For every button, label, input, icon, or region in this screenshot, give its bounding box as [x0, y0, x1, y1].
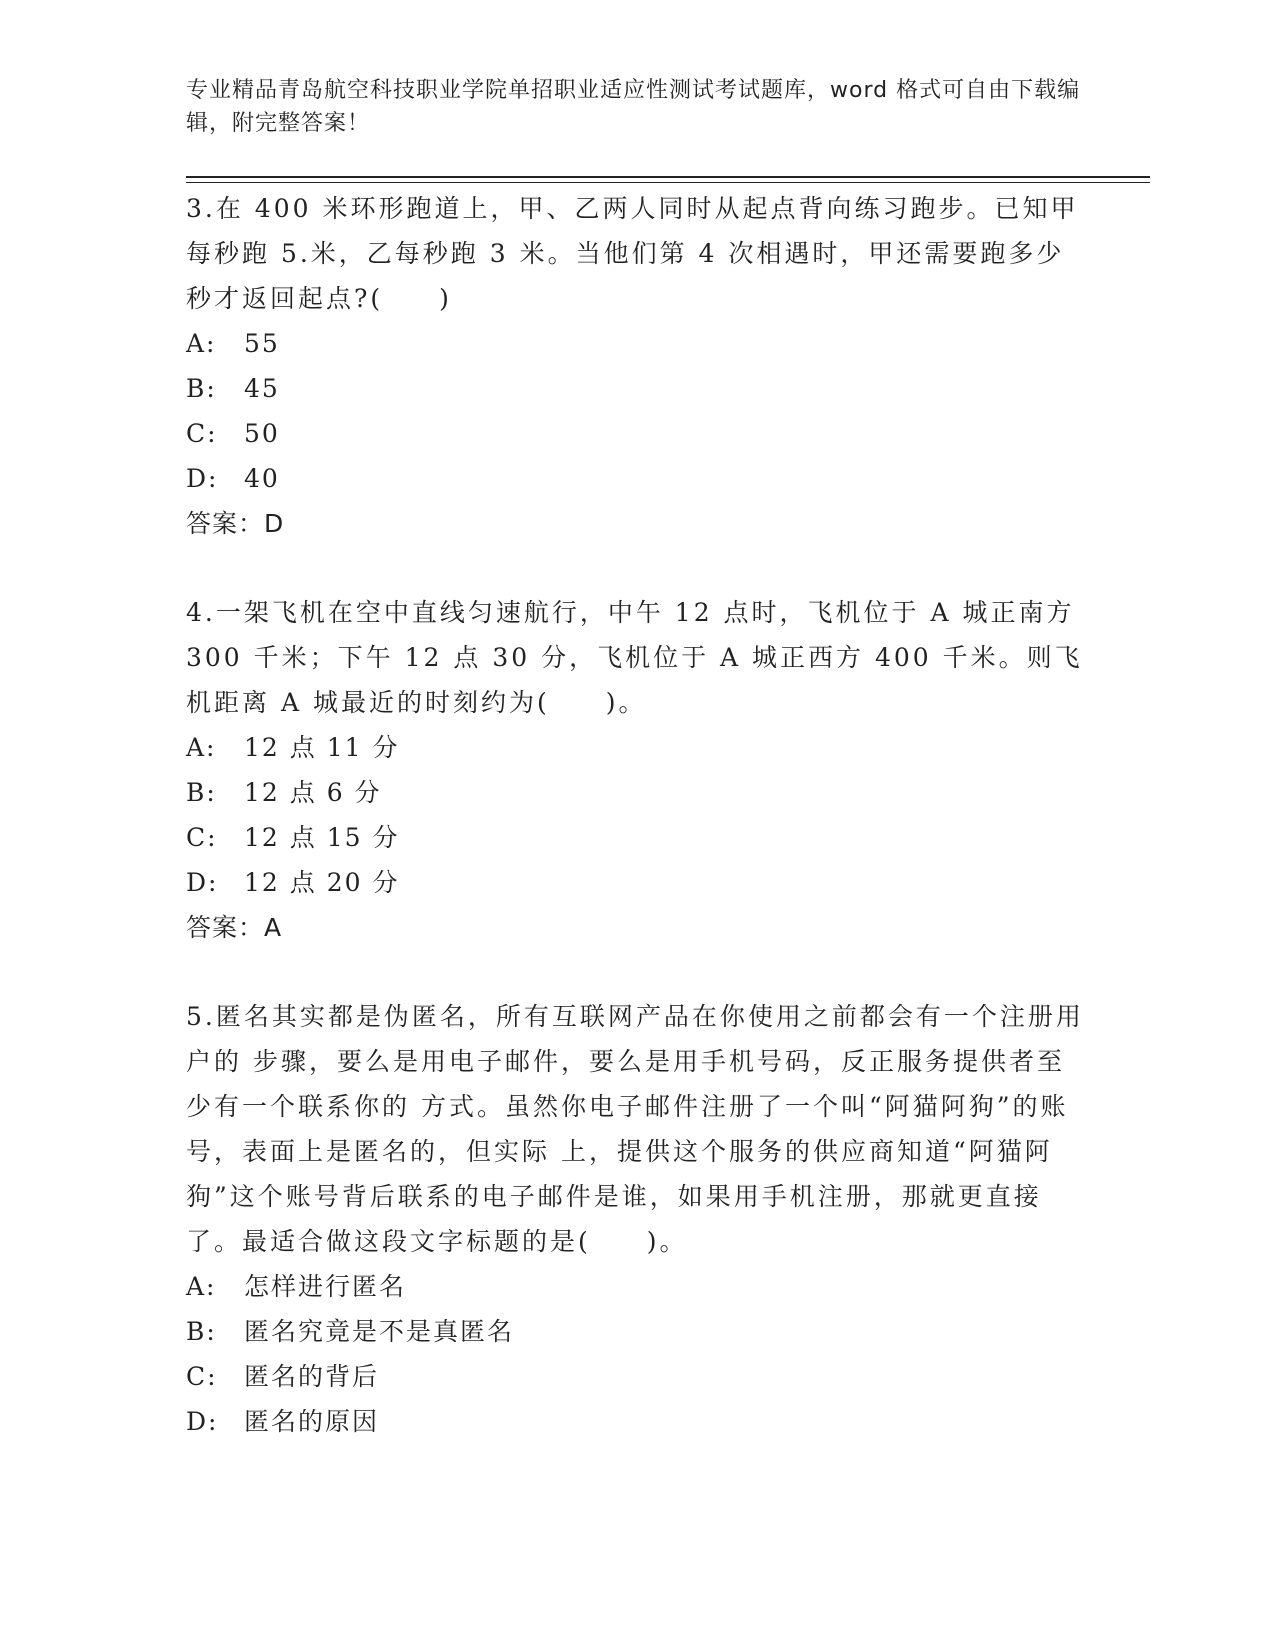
option-letter: D: [186, 464, 219, 493]
option-letter: A: [186, 329, 217, 358]
option-letter: B: [186, 374, 217, 403]
option-c [186, 1354, 1086, 1399]
option-text: 55 [244, 329, 280, 358]
answer-line: 答案：D [186, 509, 285, 538]
option-text: 12 点 20 分 [244, 868, 400, 897]
option-text: 12 点 6 分 [244, 778, 382, 807]
option-d [186, 1399, 1086, 1444]
option-a [186, 321, 1086, 366]
option-a [186, 725, 1086, 770]
option-text: 12 点 11 分 [244, 733, 400, 762]
option-text: 匿名的背后 [244, 1362, 380, 1391]
option-letter: B: [186, 778, 217, 807]
option-letter: C: [186, 419, 218, 448]
option-letter: D: [186, 868, 219, 897]
option-letter: A: [186, 1272, 217, 1301]
option-b [186, 1309, 1086, 1354]
option-text: 12 点 15 分 [244, 823, 400, 852]
question-5 [186, 994, 1086, 1444]
option-letter: A: [186, 733, 217, 762]
option-letter: D: [186, 1407, 219, 1436]
option-a [186, 1264, 1086, 1309]
option-letter: C: [186, 823, 218, 852]
question-stem: 4.一架飞机在空中直线匀速航行，中午 12 点时，飞机位于 A 城正南方 300 千米；下午 12 点 30 分，飞机位于 A 城正西方 400 千米。则飞机距离 A 城最近的时刻约为( )。 [186, 598, 1083, 717]
question-stem: 5.匿名其实都是伪匿名，所有互联网产品在你使用之前都会有一个注册用户的 步骤，要么是用电子邮件，要么是用手机号码，反正服务提供者至少有一个联系你的 方式。虽然你电子邮件注册了一个叫“阿猫阿狗”的账号，表面上是匿名的，但实际 上，提供这个服务的供应商知道“阿猫阿狗”这个账号背后联系的电子邮件是谁，如果用手机注册，那就更直接了。最适合做这段文字标题的是( )。 [186, 1002, 1084, 1256]
option-text: 匿名究竟是不是真匿名 [244, 1317, 515, 1346]
answer-line: 答案：A [186, 913, 283, 942]
header-intro-text: 专业精品青岛航空科技职业学院单招职业适应性测试考试题库，word 格式可自由下载编辑，附完整答案！ [186, 78, 1081, 136]
option-text: 40 [244, 464, 280, 493]
option-letter: B: [186, 1317, 217, 1346]
option-c [186, 411, 1086, 456]
document-header [186, 74, 1086, 140]
option-text: 怎样进行匿名 [244, 1272, 407, 1301]
option-b [186, 366, 1086, 411]
option-d [186, 860, 1086, 905]
option-d [186, 456, 1086, 501]
option-text: 45 [244, 374, 280, 403]
header-divider-thick [186, 176, 1150, 178]
question-stem: 3.在 400 米环形跑道上，甲、乙两人同时从起点背向练习跑步。已知甲每秒跑 5.米，乙每秒跑 3 米。当他们第 4 次相遇时，甲还需要跑多少秒才返回起点?( ) [186, 194, 1079, 313]
option-c [186, 815, 1086, 860]
option-text: 50 [244, 419, 280, 448]
question-3 [186, 186, 1086, 546]
question-4 [186, 590, 1086, 950]
option-b [186, 770, 1086, 815]
header-divider-thin [186, 182, 1150, 183]
option-letter: C: [186, 1362, 218, 1391]
option-text: 匿名的原因 [244, 1407, 380, 1436]
